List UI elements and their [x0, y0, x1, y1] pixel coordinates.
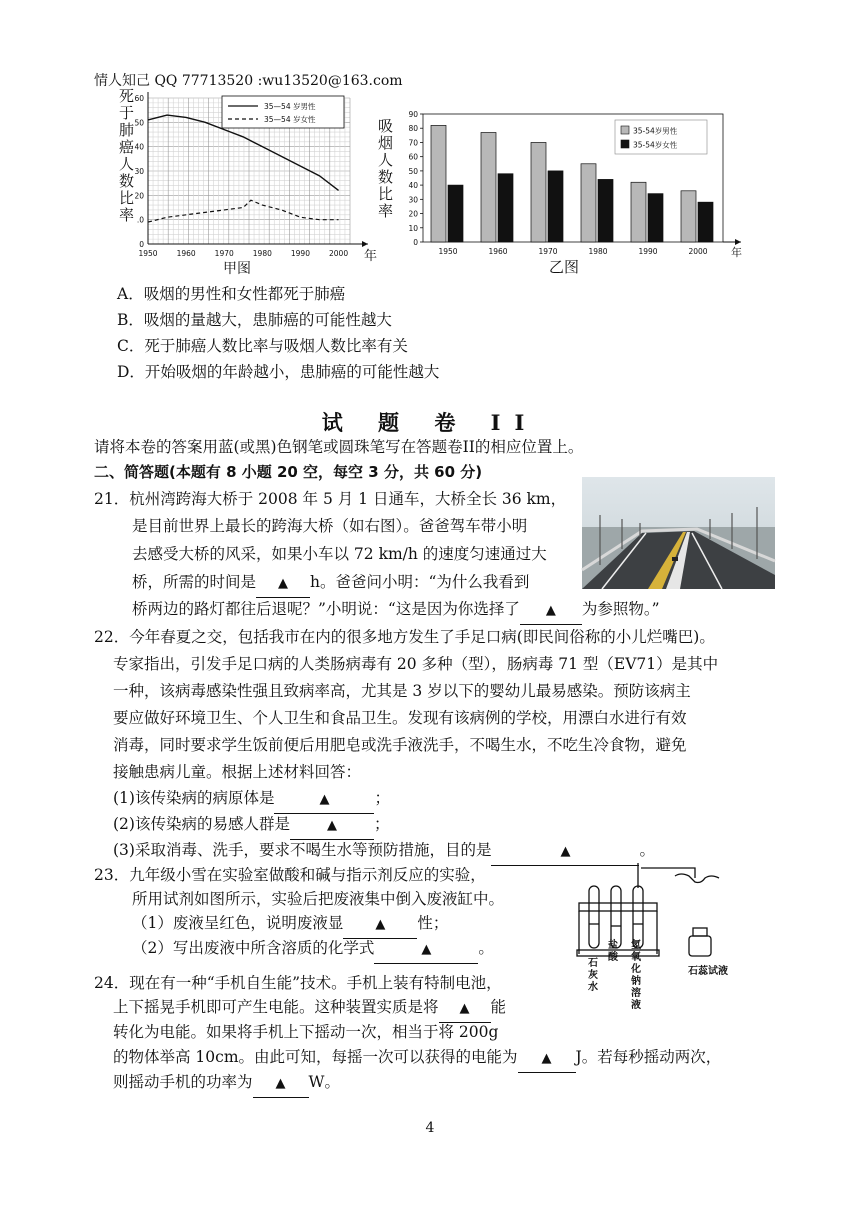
q22-line1: 22．今年春夏之交，包括我市在内的很多地方发生了手足口病(即民间俗称的小儿烂嘴巴)。	[94, 628, 715, 646]
q22-sub3: (3)采取消毒、洗手，要求不喝生水等预防措施，目的是 ▲ 。	[113, 837, 655, 866]
blank-marker: ▲	[278, 576, 289, 591]
bar-1970-2	[548, 171, 563, 242]
section-heading: 二、简答题(本题有 8 小题 20 空，每空 3 分，共 60 分)	[94, 463, 483, 481]
x-tick-label: 1960	[176, 249, 196, 258]
legend-label: 35-54岁男性	[633, 126, 678, 136]
q23-line1: 23．九年级小雪在实验室做酸和碱与指示剂反应的实验，	[94, 866, 486, 884]
x-tick-label: 1960	[488, 247, 508, 256]
y-tick-label: .0	[136, 215, 144, 225]
x-tick-label: 1990	[290, 249, 310, 258]
y-tick-label: 20	[408, 209, 418, 219]
section-title: 试 题 卷 II	[321, 410, 539, 435]
x-axis-label: 年	[364, 249, 378, 264]
y-tick-label: 80	[408, 124, 418, 134]
bar-2000-2	[698, 202, 713, 242]
q22-line5: 消毒，同时要求学生饭前便后用肥皂或洗手液洗手，不喝生水，不吃生冷食物，避免	[113, 736, 687, 754]
bar-1950-1	[431, 125, 446, 242]
q24-line5: 则摇动手机的功率为 ▲ W。	[113, 1069, 340, 1098]
line-chart-legend	[222, 96, 344, 128]
page-number: 4	[425, 1120, 435, 1136]
blank-marker: ▲	[326, 818, 337, 833]
legend-label: 35-54岁女性	[633, 140, 678, 150]
x-tick-label: 1950	[438, 247, 458, 256]
label-limewater: 石灰水	[588, 958, 598, 993]
q22-line4: 要应做好环境卫生、个人卫生和食品卫生。发现有该病例的学校，用漂白水进行有效	[113, 709, 687, 727]
bar-1990-1	[631, 182, 646, 242]
x-axis-arrow	[735, 239, 741, 245]
q21-line4: 桥，所需的时间是 ▲ h。爸爸问小明：“为什么我看到	[132, 569, 529, 598]
q23-sub2: （2）写出废液中所含溶质的化学式 ▲ 。	[132, 935, 494, 964]
bar-chart-ylabel: 吸烟人数比率	[378, 117, 394, 220]
bar-2000-1	[681, 191, 696, 242]
y-tick-label: 40	[134, 142, 144, 152]
y-tick-label: 60	[408, 152, 418, 162]
legend-swatch	[621, 126, 629, 134]
q22-sub1: (1)该传染病的病原体是 ▲ ；	[113, 785, 390, 814]
test-tube-rack-diagram	[575, 858, 765, 963]
x-tick-label: 1950	[138, 249, 158, 258]
q21-line2: 是目前世界上最长的跨海大桥（如右图）。爸爸驾车带小明	[132, 517, 528, 535]
line-chart-ylabel: 死于肺癌人数比率	[119, 87, 135, 224]
option-b: B．吸烟的量越大，患肺癌的可能性越大	[117, 311, 392, 329]
y-tick-label: 30	[134, 167, 144, 176]
line-chart-caption: 甲图	[223, 261, 251, 277]
q21-line1: 21．杭州湾跨海大桥于 2008 年 5 月 1 日通车，大桥全长 36 km，	[94, 490, 567, 508]
y-tick-label: 10	[408, 223, 418, 233]
q24-line1: 24．现在有一种“手机自生能”技术。手机上装有特制电池，	[94, 974, 502, 992]
x-tick-label: 2000	[329, 249, 349, 258]
x-tick-label: 1980	[252, 249, 272, 258]
legend-label: 35—54 岁女性	[264, 115, 316, 124]
option-c: C．死于肺癌人数比率与吸烟人数比率有关	[117, 337, 408, 355]
legend-swatch	[621, 140, 629, 148]
q24-line3: 转化为电能。如果将手机上下摇动一次，相当于将 200g	[113, 1023, 499, 1041]
bridge-photo	[582, 477, 775, 589]
y-tick-label: 0	[413, 238, 418, 247]
bar-1990-2	[648, 194, 663, 242]
bar-1960-2	[498, 174, 513, 242]
x-tick-label: 2000	[688, 247, 708, 256]
blank-marker: ▲	[275, 1076, 286, 1091]
y-tick-label: 30	[408, 195, 418, 205]
blank-marker: ▲	[545, 603, 556, 618]
q23-sub1: （1）废液呈红色，说明废液显 ▲ 性；	[132, 910, 448, 939]
q24-line2: 上下摇晃手机即可产生电能。这种装置实质是将 ▲ 能	[113, 994, 506, 1023]
y-tick-label: 60	[134, 94, 144, 103]
q21-line3: 去感受大桥的风采，如果小车以 72 km/h 的速度匀速通过大	[132, 545, 547, 563]
x-tick-label: 1980	[588, 247, 608, 256]
y-tick-label: 50	[134, 118, 144, 128]
bar-1970-1	[531, 142, 546, 242]
series-line-2	[148, 200, 339, 222]
q23-line2: 所用试剂如图所示，实验后把废液集中倒入废液缸中。	[132, 890, 505, 908]
y-tick-label: 90	[408, 110, 418, 119]
header-text: 情人知己 QQ 77713520 :wu13520@163.com	[94, 73, 403, 89]
option-d: D．开始吸烟的年龄越小，患肺癌的可能性越大	[117, 363, 440, 381]
line-chart-series	[148, 115, 339, 222]
bar-chart-caption: 乙图	[549, 258, 580, 276]
label-litmus: 石蕊试液	[688, 966, 728, 977]
x-axis-arrow	[362, 241, 368, 247]
bar-chart-legend	[615, 120, 707, 154]
y-tick-label: 50	[408, 166, 418, 176]
q24-line4: 的物体举高 10cm。由此可知，每摇一次可以获得的电能为 ▲ J。若每秒摇动两次，	[113, 1044, 721, 1073]
x-tick-label: 1970	[538, 247, 558, 256]
q22-line3: 一种，该病毒感染性强且致病率高，尤其是 3 岁以下的婴幼儿最易感染。预防该病主	[113, 682, 691, 700]
option-a: A．吸烟的男性和女性都死于肺癌	[117, 285, 346, 303]
label-hydrochloric-acid: 盐酸	[608, 940, 618, 963]
blank-marker: ▲	[375, 917, 386, 932]
bar-1980-2	[598, 179, 613, 242]
y-tick-label: 40	[408, 181, 418, 191]
x-tick-label: 1970	[214, 249, 234, 258]
blank-marker: ▲	[560, 844, 571, 859]
legend-label: 35—54 岁男性	[264, 102, 316, 111]
bar-1980-1	[581, 164, 596, 242]
x-axis-label: 年	[731, 246, 742, 259]
q22-line2: 专家指出，引发手足口病的人类肠病毒有 20 多种（型），肠病毒 71 型（EV71）是其中	[113, 655, 719, 673]
bar-1960-1	[481, 132, 496, 242]
blank-marker: ▲	[459, 1001, 470, 1016]
q21-line5: 桥两边的路灯都往后退呢？”小明说：“这是因为你选择了 ▲ 为参照物。”	[132, 596, 660, 625]
x-tick-label: 1990	[638, 247, 658, 256]
instruction: 请将本卷的答案用蓝(或黑)色钢笔或圆珠笔写在答题卷II的相应位置上。	[94, 438, 584, 456]
q22-line6: 接触患病儿童。根据上述材料回答：	[113, 763, 362, 781]
blank-marker: ▲	[421, 942, 432, 957]
blank-marker: ▲	[319, 792, 330, 807]
bar-chart	[393, 106, 745, 266]
q22-sub2: (2)该传染病的易感人群是 ▲ ；	[113, 811, 389, 840]
y-tick-label: 0	[139, 240, 144, 249]
bar-1950-2	[448, 185, 463, 242]
label-sodium-hydroxide: 氢氧化钠溶液	[631, 940, 641, 1011]
line-chart	[110, 86, 378, 276]
y-tick-label: 20	[134, 191, 144, 201]
blank-marker: ▲	[541, 1051, 552, 1066]
y-tick-label: 70	[408, 138, 418, 148]
